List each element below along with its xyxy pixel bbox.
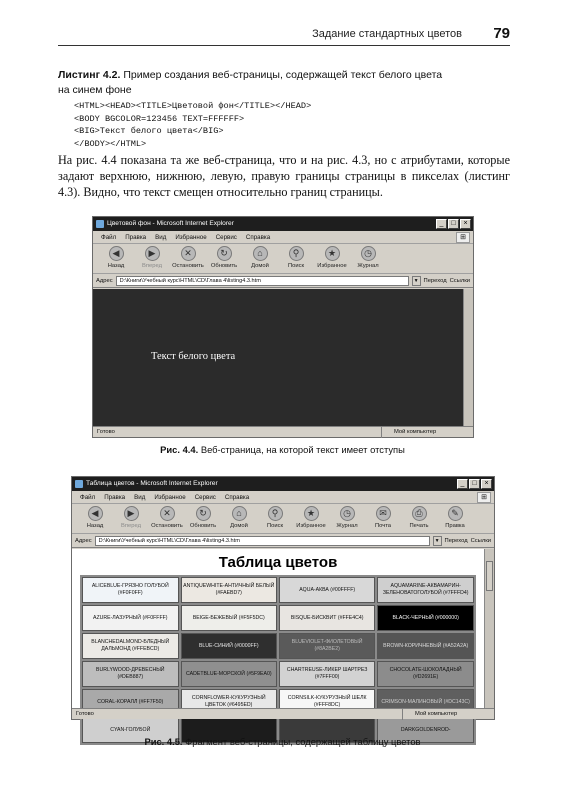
search-label: Поиск xyxy=(287,263,305,269)
toolbar xyxy=(93,244,473,274)
go-button[interactable]: Переход xyxy=(444,537,468,544)
color-cell: BROWN-КОРИЧНЕВЫЙ (#A52A2A) xyxy=(377,633,474,659)
color-cell: CHOCOLATE-ШОКОЛАДНЫЙ (#D2691E) xyxy=(377,661,474,687)
chevron-down-icon[interactable]: ▼ xyxy=(412,276,421,286)
favorites-button[interactable] xyxy=(294,504,328,529)
color-cell: CHARTREUSE-ЛИКЕР ШАРТРЕЗ (#7FFF00) xyxy=(279,661,375,687)
address-input[interactable]: D:\Книги\Учебный курс\HTML\CD\Глава 4\listing4.3.htm xyxy=(95,536,430,546)
address-label: Адрес xyxy=(96,277,113,284)
color-cell: BLANCHEDALMOND-БЛЕДНЫЙ ДАЛЬМОНД (#FFEBCD) xyxy=(82,633,179,659)
home-icon: ⌂ xyxy=(232,506,247,521)
mail-label: Почта xyxy=(374,523,392,529)
status-zone: Мой компьютер xyxy=(402,709,494,720)
color-cell: CORNSILK-КУКУРУЗНЫЙ ШЕЛК (#FFF8DC) xyxy=(279,689,375,715)
home-label: Домой xyxy=(230,523,248,529)
figure-caption-4-4 xyxy=(0,444,565,455)
favorites-button[interactable] xyxy=(315,244,349,269)
address-label: Адрес xyxy=(75,537,92,544)
color-cell: DARKGOLDENROD- xyxy=(377,717,474,743)
links-button[interactable]: Ссылки xyxy=(449,277,470,284)
toolbar xyxy=(72,504,494,534)
favorites-label: Избранное xyxy=(296,523,326,529)
status-text: Готово xyxy=(97,429,115,435)
search-icon: ⚲ xyxy=(268,506,283,521)
status-bar xyxy=(72,708,494,719)
code-line: <BODY BGCOLOR=123456 TEXT=FFFFFF> xyxy=(74,113,245,124)
browser-window-figure-4-4 xyxy=(92,216,474,438)
refresh-button[interactable] xyxy=(207,244,241,269)
body-paragraph: На рис. 4.4 показана та же веб-страница, что и на рис. 4.3, но с атрибутами, которые задают верхнюю, нижнюю, левую, правую границы страницы в пикселах (листинг 4.3). Видно, что текст смещен относительно границ страницы. xyxy=(58,153,510,199)
history-icon: ◷ xyxy=(340,506,355,521)
address-input[interactable]: D:\Книги\Учебный курс\HTML\CD\Глава 4\listing4.3.htm xyxy=(116,276,409,286)
back-label: Назад xyxy=(86,523,104,529)
stop-icon: ✕ xyxy=(160,506,175,521)
section-title: Задание стандартных цветов xyxy=(312,28,462,40)
window-title: Таблица цветов - Microsoft Internet Explorer xyxy=(86,480,218,487)
color-cell: AQUAMARINE-АКВАМАРИН-ЗЕЛЕНОВАТОГОЛУБОЙ (#7FFFD4) xyxy=(377,577,474,603)
status-bar xyxy=(93,426,473,437)
table-row xyxy=(82,661,474,687)
printer-icon: ⎙ xyxy=(412,506,427,521)
menu-item-edit[interactable]: Правка xyxy=(104,494,126,501)
color-cell: AZURE-ЛАЗУРНЫЙ (#F0FFFF) xyxy=(82,605,179,631)
address-bar xyxy=(93,274,473,288)
edit-button[interactable] xyxy=(438,504,472,529)
code-listing xyxy=(74,100,311,150)
menu-bar xyxy=(72,491,494,504)
color-cell: CORNFLOWER-КУКУРУЗНЫЙ ЦВЕТОК (#6495ED) xyxy=(181,689,277,715)
search-icon: ⚲ xyxy=(289,246,304,261)
running-header xyxy=(58,24,510,46)
windows-logo-icon: ⊞ xyxy=(477,492,491,503)
color-cell: BISQUE-БИСКВИТ (#FFE4C4) xyxy=(279,605,375,631)
listing-caption xyxy=(58,68,498,98)
history-label: Журнал xyxy=(336,523,358,529)
star-icon: ★ xyxy=(325,246,340,261)
figure-caption-4-5 xyxy=(0,736,565,747)
search-button[interactable] xyxy=(279,244,313,269)
stop-label: Остановить xyxy=(172,263,204,269)
vertical-scrollbar[interactable] xyxy=(484,549,494,708)
mail-button[interactable] xyxy=(366,504,400,529)
code-line: </BODY></HTML> xyxy=(74,138,147,149)
color-cell: BLACK-ЧЕРНЫЙ (#000000) xyxy=(377,605,474,631)
history-icon: ◷ xyxy=(361,246,376,261)
menu-bar xyxy=(93,231,473,244)
color-cell: ALICEBLUE-ГРЯЗНО ГОЛУБОЙ (#F0F0FF) xyxy=(82,577,179,603)
menu-item-tools[interactable]: Сервис xyxy=(215,234,237,241)
search-label: Поиск xyxy=(266,523,284,529)
home-icon: ⌂ xyxy=(253,246,268,261)
refresh-label: Обновить xyxy=(189,523,217,529)
chevron-down-icon[interactable]: ▼ xyxy=(433,536,442,546)
listing-caption-line2: на синем фоне xyxy=(58,84,132,96)
scrollbar-thumb[interactable] xyxy=(486,561,493,591)
color-cell: BEIGE-БЕЖЕВЫЙ (#F5F5DC) xyxy=(181,605,277,631)
code-line: <BIG>Текст белого цвета</BIG> xyxy=(74,126,224,136)
caption-text: Фрагмент веб-страницы, содержащей таблицу цветов xyxy=(182,736,421,747)
refresh-button[interactable] xyxy=(186,504,220,529)
back-button[interactable] xyxy=(78,504,112,529)
maximize-icon[interactable]: □ xyxy=(469,479,480,489)
vertical-scrollbar[interactable] xyxy=(463,289,473,426)
color-cell: CADETBLUE-МОРСКОЙ (#5F9EA0) xyxy=(181,661,277,687)
color-cell: CYAN-ГОЛУБОЙ xyxy=(82,717,179,743)
status-text: Готово xyxy=(76,711,94,717)
color-cell: CORAL-КОРАЛЛ (#FF7F50) xyxy=(82,689,179,715)
star-icon: ★ xyxy=(304,506,319,521)
edit-icon: ✎ xyxy=(448,506,463,521)
forward-label: Вперед xyxy=(142,263,162,269)
menu-item-help[interactable]: Справка xyxy=(224,494,250,501)
window-title: Цветовой фон - Microsoft Internet Explorer xyxy=(107,220,234,227)
page-number: 79 xyxy=(493,25,510,42)
minimize-icon[interactable]: _ xyxy=(457,479,468,489)
ie-icon xyxy=(75,480,83,488)
caption-label: Рис. 4.4. xyxy=(160,444,199,455)
page-content xyxy=(93,289,463,426)
back-label: Назад xyxy=(107,263,125,269)
color-cell: BLUEVIOLET-ФИОЛЕТОВЫЙ (#8A2BE2) xyxy=(279,633,375,659)
color-cell: CRIMSON-МАЛИНОВЫЙ (#DC143C) xyxy=(377,689,474,715)
address-bar xyxy=(72,534,494,548)
code-line: <HTML><HEAD><TITLE>Цветовой фон</TITLE></HEAD> xyxy=(74,101,312,111)
caption-text: Веб-страница, на которой текст имеет отступы xyxy=(198,444,405,455)
menu-item-favorites[interactable]: Избранное xyxy=(154,494,186,501)
caption-label: Рис. 4.5. xyxy=(144,736,183,747)
listing-label: Листинг 4.2. xyxy=(58,69,121,81)
ie-icon xyxy=(96,220,104,228)
window-titlebar xyxy=(93,217,473,231)
window-titlebar xyxy=(72,477,494,491)
color-cell: AQUA-АКВА (#00FFFF) xyxy=(279,577,375,603)
refresh-icon: ↻ xyxy=(217,246,232,261)
back-arrow-icon: ◀ xyxy=(88,506,103,521)
mail-icon: ✉ xyxy=(376,506,391,521)
search-button[interactable] xyxy=(258,504,292,529)
stop-icon: ✕ xyxy=(181,246,196,261)
home-label: Домой xyxy=(251,263,269,269)
table-row xyxy=(82,633,474,659)
links-button[interactable]: Ссылки xyxy=(470,537,491,544)
page-text: Текст белого цвета xyxy=(151,351,236,362)
refresh-icon: ↻ xyxy=(196,506,211,521)
forward-arrow-icon: ▶ xyxy=(145,246,160,261)
edit-label: Правка xyxy=(445,523,465,529)
go-button[interactable]: Переход xyxy=(423,277,447,284)
back-button[interactable] xyxy=(99,244,133,269)
color-cell: ANTIQUEWHITE-АНТИЧНЫЙ БЕЛЫЙ (#FAEBD7) xyxy=(181,577,277,603)
print-button[interactable] xyxy=(402,504,436,529)
menu-item-view[interactable]: Вид xyxy=(134,494,146,501)
forward-arrow-icon: ▶ xyxy=(124,506,139,521)
minimize-icon[interactable]: _ xyxy=(436,219,447,229)
stop-button[interactable] xyxy=(171,244,205,269)
history-label: Журнал xyxy=(357,263,379,269)
table-row xyxy=(82,605,474,631)
menu-item-view[interactable]: Вид xyxy=(155,234,167,241)
color-cell: BURLYWOOD-ДРЕВЕСНЫЙ (#DEB887) xyxy=(82,661,179,687)
listing-caption-line1: Пример создания веб-страницы, содержащей текст белого цвета xyxy=(120,69,443,81)
menu-item-favorites[interactable]: Избранное xyxy=(175,234,207,241)
menu-item-file[interactable]: Файл xyxy=(101,234,117,241)
menu-item-file[interactable]: Файл xyxy=(80,494,96,501)
table-row xyxy=(82,577,474,603)
forward-button[interactable] xyxy=(114,504,148,529)
stop-label: Остановить xyxy=(151,523,183,529)
forward-button[interactable] xyxy=(135,244,169,269)
close-icon[interactable]: × xyxy=(460,219,471,229)
forward-label: Вперед xyxy=(121,523,141,529)
home-button[interactable] xyxy=(222,504,256,529)
maximize-icon[interactable]: □ xyxy=(448,219,459,229)
menu-item-tools[interactable]: Сервис xyxy=(194,494,216,501)
status-zone: Мой компьютер xyxy=(381,427,473,438)
history-button[interactable] xyxy=(351,244,385,269)
browser-window-figure-4-5 xyxy=(71,476,495,733)
close-icon[interactable]: × xyxy=(481,479,492,489)
table-title: Таблица цветов xyxy=(218,554,338,571)
favorites-label: Избранное xyxy=(317,263,347,269)
menu-item-help[interactable]: Справка xyxy=(245,234,271,241)
history-button[interactable] xyxy=(330,504,364,529)
home-button[interactable] xyxy=(243,244,277,269)
windows-logo-icon: ⊞ xyxy=(456,232,470,243)
refresh-label: Обновить xyxy=(210,263,238,269)
stop-button[interactable] xyxy=(150,504,184,529)
color-cell: BLUE-СИНИЙ (#0000FF) xyxy=(181,633,277,659)
back-arrow-icon: ◀ xyxy=(109,246,124,261)
menu-item-edit[interactable]: Правка xyxy=(125,234,147,241)
print-label: Печать xyxy=(409,523,429,529)
